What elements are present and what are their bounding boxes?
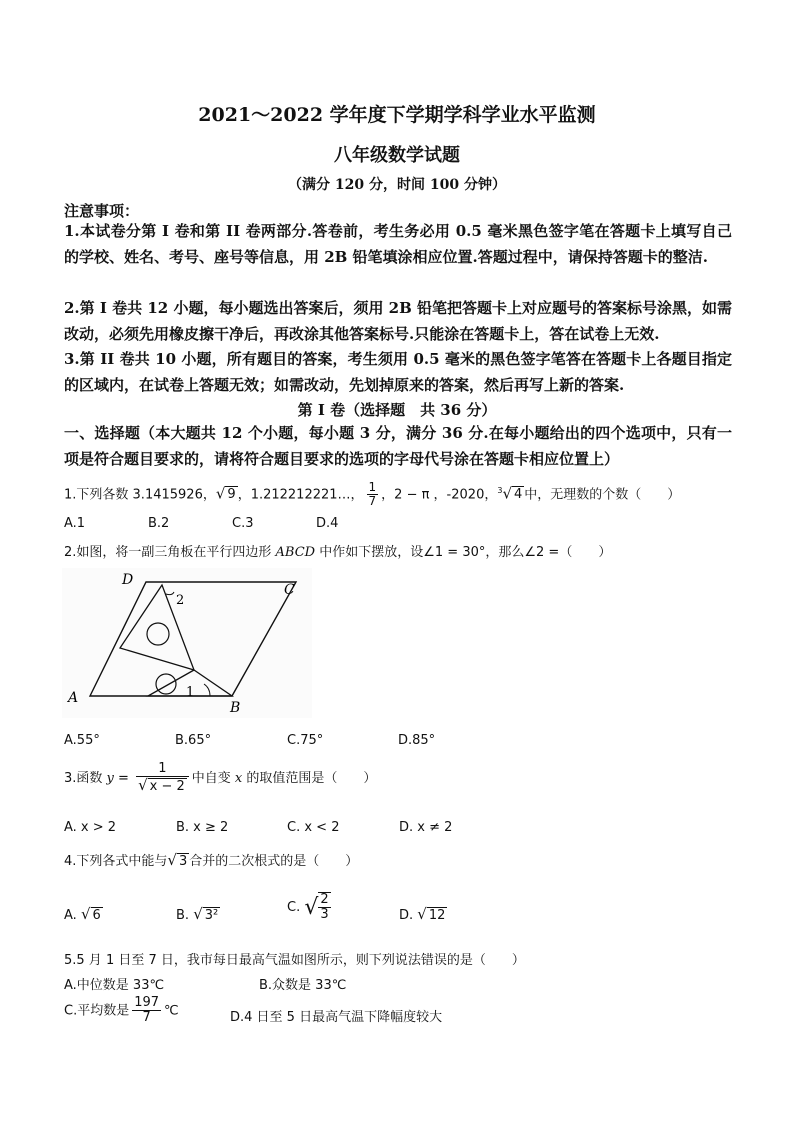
q1-option-c[interactable]: C.3	[232, 516, 254, 531]
q4-prefix: 4.下列各式中能与	[64, 854, 168, 869]
q3-eq: =	[113, 770, 134, 786]
question-1-stem	[64, 476, 680, 510]
q1-cbrt-index: 3	[497, 486, 503, 495]
section-instruction: 一、选择题（本大题共 12 个小题，每小题 3 分，满分 36 分.在每小题给出的四个选项中，只有一项是符合题目要求的，请将符合题目要求的选项的字母代号涂在答题卡相应位置上）	[64, 424, 732, 468]
q5-c-num: 197	[134, 995, 160, 1010]
sqrt-symbol: √	[80, 905, 91, 923]
cbrt-symbol: √	[502, 484, 512, 503]
q5-option-d[interactable]: D.4 日至 5 日最高气温下降幅度较大	[230, 1010, 443, 1025]
q4-suffix: 合并的二次根式的是（ ）	[189, 854, 359, 869]
q5-c-fraction	[132, 996, 161, 1026]
label-c: C	[284, 582, 295, 598]
q1-frac-num: 1	[368, 480, 377, 495]
q4-option-a[interactable]	[64, 905, 103, 923]
q5-c-prefix: C.平均数是	[64, 1003, 130, 1019]
q5-option-c[interactable]	[64, 996, 179, 1026]
q5-option-a[interactable]: A.中位数是 33℃	[64, 978, 165, 993]
q3-y: y	[106, 770, 114, 786]
label-d: D	[122, 572, 134, 588]
sqrt-symbol: √	[167, 851, 177, 869]
q4-option-d[interactable]	[399, 905, 447, 923]
q3-option-d[interactable]: D. x ≠ 2	[399, 820, 453, 835]
label-angle-2: 2	[176, 593, 185, 608]
notice-item-2: 2.第 I 卷共 12 小题，每小题选出答案后，须用 2B 铅笔把答题卡上对应题号的答案标号涂黑，如需改动，必须先用橡皮擦干净后，再改涂其他答案标号.只能涂在答题卡上，答在试卷上无效.	[64, 299, 733, 343]
question-4-stem	[64, 850, 358, 869]
q1-fraction	[367, 481, 379, 508]
q4-b-radicand: 3²	[204, 908, 219, 923]
q5-c-den: 7	[142, 1010, 151, 1026]
q3-option-b[interactable]: B. x ≥ 2	[176, 820, 229, 835]
label-a: A	[68, 690, 79, 706]
q3-option-c[interactable]: C. x < 2	[287, 820, 340, 835]
q4-radicand: 3	[178, 854, 188, 869]
q2-option-c[interactable]: C.75°	[287, 733, 324, 748]
q3-option-a[interactable]: A. x > 2	[64, 820, 117, 835]
q4-c-fraction	[318, 892, 330, 923]
sqrt-symbol: √	[417, 905, 427, 923]
notice-heading: 注意事项：	[64, 202, 140, 220]
q1-suffix: 中，无理数的个数（ ）	[524, 487, 681, 503]
question-5-stem: 5.5 月 1 日至 7 日，我市每日最高气温如图所示，则下列说法错误的是（ ）	[64, 953, 525, 968]
q1-sqrt-radicand: 9	[227, 487, 236, 503]
notice-item-3: 3.第 II 卷共 10 小题，所有题目的答案，考生须用 0.5 毫米的黑色签字笔答在答题卡上各题目指定的区域内，在试卷上答题无效；如需改动，先划掉原来的答案，然后再写上新的答案.	[64, 350, 732, 394]
section-heading: 第 I 卷（选择题 共 36 分）	[297, 401, 497, 419]
q3-frac-num: 1	[136, 762, 189, 777]
q1-option-a[interactable]: A.1	[64, 516, 86, 531]
q4-option-c[interactable]	[287, 892, 334, 923]
q1-frac-den: 7	[368, 494, 377, 509]
q4-option-b[interactable]	[176, 905, 220, 923]
q3-radicand: x − 2	[149, 779, 185, 795]
label-b: B	[230, 700, 241, 716]
q2-option-b[interactable]: B.65°	[175, 733, 212, 748]
q2-option-a[interactable]: A.55°	[64, 733, 100, 748]
sqrt-symbol: √	[138, 776, 148, 795]
exam-title: 2021～2022 学年度下学期学科学业水平监测	[198, 104, 596, 126]
q1-option-b[interactable]: B.2	[148, 516, 170, 531]
q4-c-den: 3	[320, 907, 329, 923]
sqrt-symbol: √	[193, 905, 203, 923]
q4-a-radicand: 6	[92, 908, 101, 923]
q5-c-unit: ℃	[164, 1003, 179, 1019]
question-2-stem	[64, 541, 611, 560]
q2-stem-b: 中作如下摆放，设∠1 = 30°，那么∠2 =（ ）	[315, 545, 612, 560]
q4-d-letter: D.	[399, 908, 414, 923]
question-3-stem	[64, 762, 376, 795]
q3-suffix-b: 的取值范围是（ ）	[242, 770, 377, 786]
q1-cbrt-radicand: 4	[514, 487, 523, 503]
sqrt-symbol: √	[215, 484, 226, 503]
q1-option-d[interactable]: D.4	[316, 516, 339, 531]
q4-a-letter: A.	[64, 908, 77, 923]
q3-fraction	[136, 762, 189, 795]
q4-d-radicand: 12	[428, 908, 446, 923]
label-angle-1: 1	[186, 685, 195, 700]
q3-x: x	[234, 770, 243, 786]
q2-stem-var: ABCD	[275, 545, 316, 560]
q2-figure	[62, 568, 312, 718]
q1-after-frac: ，2 − π ，-2020，	[381, 487, 498, 503]
q2-stem-a: 2.如图，将一副三角板在平行四边形	[64, 545, 276, 560]
q3-suffix-a: 中自变	[191, 770, 235, 786]
exam-info: （满分 120 分，时间 100 分钟）	[288, 177, 506, 193]
notice-item-1: 1.本试卷分第 I 卷和第 II 卷两部分.答卷前，考生务必用 0.5 毫米黑色签字笔在答题卡上填写自己的学校、姓名、考号、座号等信息，用 2B 铅笔填涂相应位置.答题过程中，请保持答题卡的整洁.	[64, 222, 732, 266]
q5-option-b[interactable]: B.众数是 33℃	[259, 978, 347, 993]
q4-c-letter: C.	[287, 899, 301, 915]
q3-prefix: 3.函数	[64, 770, 107, 786]
q1-prefix: 1.下列各数 3.1415926，	[64, 487, 216, 503]
q4-c-num: 2	[320, 892, 329, 907]
exam-subtitle: 八年级数学试题	[334, 145, 460, 166]
sqrt-symbol: √	[304, 894, 319, 920]
q2-option-d[interactable]: D.85°	[398, 733, 436, 748]
q1-mid: ，1.212212221…，	[237, 487, 364, 503]
q3-frac-den	[136, 777, 189, 794]
q4-b-letter: B.	[176, 908, 190, 923]
